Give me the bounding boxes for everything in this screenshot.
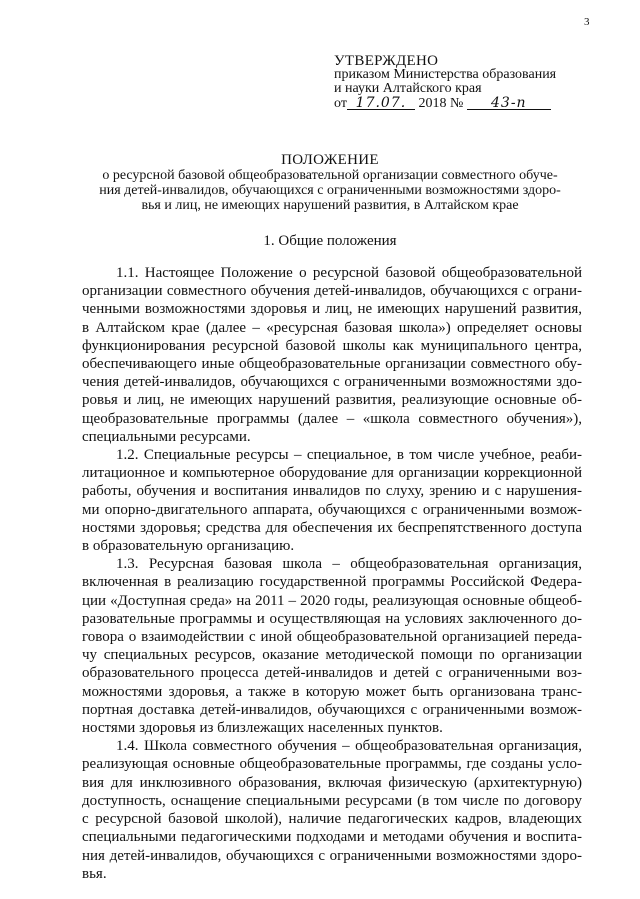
approval-block bbox=[334, 54, 594, 111]
text-line: вья. bbox=[82, 865, 107, 882]
approval-date-line bbox=[334, 96, 594, 111]
text-line: организации совместного обучения детей-инвалидов, обучающихся с ограни- bbox=[82, 283, 582, 300]
text-line: доступность, оснащение специальными ресурсами (в том числе по договору bbox=[82, 792, 582, 809]
text-line: включенная в реализацию государственной программы Российской Федера- bbox=[82, 574, 582, 591]
text-line: обеспечивающего иные общеобразовательные организации совместного обу- bbox=[82, 356, 582, 373]
text-line: ми опорно-двигательного аппарата, обучающихся с ограниченными возмож- bbox=[82, 501, 582, 518]
text-line: чения детей-инвалидов, обучающихся с ограниченными возможностями здо- bbox=[82, 374, 582, 391]
text-line: функционирования ресурсной базовой школы как муниципального центра, bbox=[82, 337, 582, 354]
text-line: 1.1. Настоящее Положение о ресурсной базовой общеобразовательной bbox=[116, 265, 582, 281]
text-line: ностями здоровья; средства для обеспечения их беспрепятственного доступа bbox=[82, 519, 582, 536]
text-line: можностями здоровья, а также в которую может быть организована транс- bbox=[82, 683, 582, 700]
text-line: литационное и компьютерное оборудование для организации коррекционной bbox=[82, 465, 582, 482]
text-line: щеобразовательные программы (далее – «школа совместного обучения»), bbox=[82, 410, 582, 427]
text-line: работы, обучения и воспитания инвалидов по слуху, зрению и с нарушения- bbox=[82, 483, 582, 500]
text-line: образовательного процесса детей-инвалидов и детей с ограниченными воз- bbox=[82, 665, 582, 682]
handwritten-number: 43-п bbox=[467, 96, 551, 110]
text-line: ния детей-инвалидов, обучающихся с ограниченными возможностями здоро- bbox=[82, 847, 582, 864]
date-year: 2018 № bbox=[418, 96, 464, 111]
document-body bbox=[82, 264, 582, 883]
text-line: портная доставка детей-инвалидов, обучающихся с ограниченными возмож- bbox=[82, 701, 582, 718]
text-line: чу специальных ресурсов, оказание методической помощи по организации bbox=[82, 647, 582, 664]
text-line: ностями здоровья из близлежащих населенных пунктов. bbox=[82, 720, 443, 737]
date-prefix: от bbox=[334, 96, 347, 111]
approval-line-2: и науки Алтайского края bbox=[334, 81, 482, 96]
text-line: с ресурсной базовой школой), наличие педагогических кадров, владеющих bbox=[82, 811, 582, 828]
paragraph bbox=[82, 555, 582, 737]
paragraph bbox=[82, 446, 582, 555]
text-line: в образовательную организацию. bbox=[82, 538, 295, 555]
text-line: разовательные программы и осуществляющая на условиях заключенного до- bbox=[82, 610, 582, 627]
text-line: ровья и лиц, не имеющих нарушений развития, реализующие основные об- bbox=[82, 392, 582, 409]
text-line: говора о взаимодействии с иной общеобразовательной организацией переда- bbox=[82, 629, 582, 646]
document-subtitle bbox=[70, 168, 590, 213]
subtitle-line: вья и лиц, не имеющих нарушений развития, в Алтайском крае bbox=[141, 198, 519, 213]
text-line: вия для инклюзивного образования, включая физическую (архитектурную) bbox=[82, 774, 582, 791]
text-line: ции «Доступная среда» на 2011 – 2020 годы, реализующая основные общеоб- bbox=[82, 592, 582, 609]
text-line: 1.3. Ресурсная базовая школа – общеобразовательная организация, bbox=[116, 556, 582, 573]
approval-line-1: приказом Министерства образования bbox=[334, 67, 557, 82]
text-line: ченными возможностями здоровья и лиц, не имеющих нарушений развития, bbox=[82, 301, 582, 318]
text-line: 1.2. Специальные ресурсы – специальное, в том числе учебное, реаби- bbox=[116, 447, 582, 464]
text-line: 1.4. Школа совместного обучения – общеобразовательная организация, bbox=[116, 738, 582, 755]
text-line: специальными ресурсами. bbox=[82, 428, 251, 445]
page-number: 3 bbox=[584, 16, 590, 28]
paragraph bbox=[82, 737, 582, 883]
handwritten-date: 17.07. bbox=[347, 96, 415, 110]
document-heading bbox=[70, 152, 590, 213]
paragraph bbox=[82, 264, 582, 446]
text-line: реализующая основные общеобразовательные программы, где созданы усло- bbox=[82, 756, 582, 773]
subtitle-line: ния детей-инвалидов, обучающихся с ограниченными возможностями здоро- bbox=[99, 183, 561, 198]
document-title: ПОЛОЖЕНИЕ bbox=[281, 152, 379, 168]
subtitle-line: о ресурсной базовой общеобразовательной организации совместного обуче- bbox=[102, 168, 558, 183]
section-title: 1. Общие положения bbox=[263, 233, 397, 249]
text-line: специальными педагогическими подходами и методами обучения и воспита- bbox=[82, 829, 582, 846]
approval-title: УТВЕРЖДЕНО bbox=[334, 53, 439, 69]
text-line: в Алтайском крае (далее – «ресурсная базовая школа») определяет основы bbox=[82, 319, 582, 336]
